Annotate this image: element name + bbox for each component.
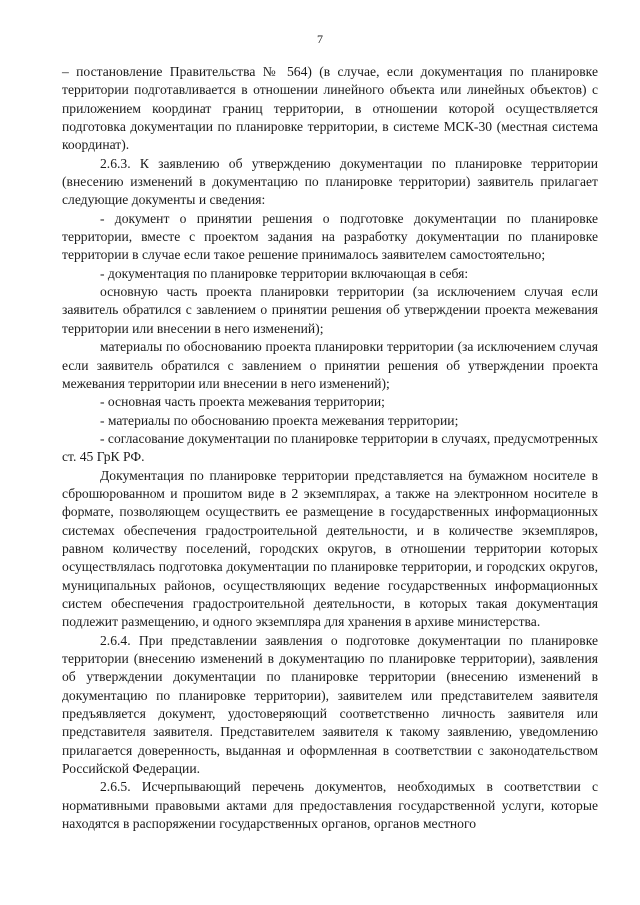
paragraph-list-item: - материалы по обоснованию проекта межевания территории;	[100, 412, 459, 428]
page-number: 7	[317, 32, 323, 46]
paragraph-sub-item: материалы по обоснованию проекта планировки территории (за исключением случая если заявитель обратился с завлением о принятии решения об утверждении проекта межевания территории или внесении в него изменений);	[62, 339, 598, 391]
document-body	[62, 63, 598, 833]
paragraph-2-6-3: 2.6.3. К заявлению об утверждению документации по планировке территории (внесению изменений в документацию по планировке территории) заявитель прилагает следующие документы и сведения:	[62, 155, 598, 208]
paragraph-sub-item: основную часть проекта планировки территории (за исключением случая если заявитель обратился с завлением о принятии решения об утверждении проекта межевания территории или внесении в него изменений);	[62, 284, 598, 336]
paragraph-list-item: - документация по планировке территории включающая в себя:	[100, 265, 469, 281]
paragraph-2-6-4: 2.6.4. При представлении заявления о подготовке документации по планировке территории (внесению изменений в документацию по планировке территории), заявления об утверждении документации по планировке территории (внесению изменений в документацию по планировке территории), заявителем или представителем заявителя предъявляется документ, удостоверяющий соответственно личность заявителя или представителя заявителя. Представителем заявителя к такому заявлению, уведомлению прилагается доверенность, выданная и оформленная в соответствии с законодательством Российской Федерации.	[62, 632, 598, 777]
paragraph-list-item: - документ о принятии решения о подготовке документации по планировке территории, вместе с проектом задания на разработку документации по планировке территории в случае если такое решение принималось заявителем самостоятельно;	[62, 210, 598, 263]
paragraph-2-6-5: 2.6.5. Исчерпывающий перечень документов, необходимых в соответствии с нормативными правовыми актами для предоставления государственной услуги, которые находятся в распоряжении государственных органов, органов местного	[62, 779, 598, 832]
paragraph-continuation: – постановление Правительства № 564) (в случае, если документация по планировке территории подготавливается в отношении линейного объекта или линейных объектов) с приложением координат границ территории, в отношении которой осуществляется подготовка документации по планировке территории, в системе МСК-30 (местная система координат).	[62, 64, 598, 153]
paragraph-list-item: - основная часть проекта межевания территории;	[100, 394, 385, 410]
paragraph-list-item: - согласование документации по планировке территории в случаях, предусмотренных ст. 45 ГрК РФ.	[62, 430, 598, 465]
paragraph-documentation-format: Документация по планировке территории представляется на бумажном носителе в сброшюрованном и прошитом виде в 2 экземплярах, а также на электронном носителе в формате, позволяющем осуществить ее размещение в государственных информационных системах обеспечения градостроительной деятельности, и в количестве экземпляров, равном количеству поселений, городских округов, в отношении территории которых осуществлялась подготовка документации по планировке территории, и городских округов, муниципальных районов, осуществляющих ведение государственных информационных систем обеспечения градостроительной деятельности, в которых такая документация подлежит размещению, и одного экземпляра для хранения в архиве министерства.	[62, 467, 598, 630]
